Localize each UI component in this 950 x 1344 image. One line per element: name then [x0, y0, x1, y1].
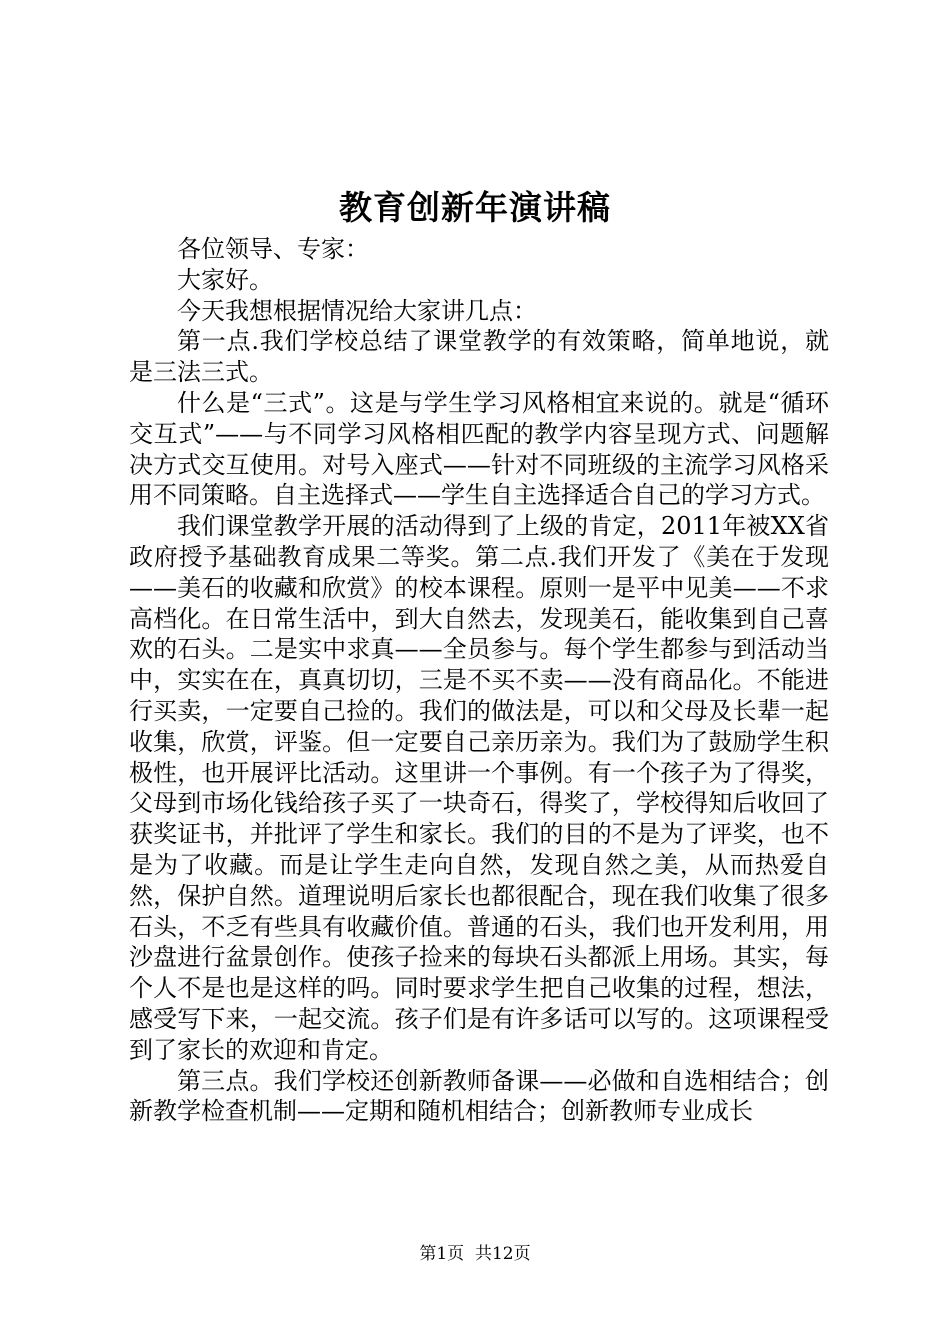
paragraph-greeting-leaders: 各位领导、专家： [177, 235, 369, 263]
document-body [129, 234, 829, 1127]
paragraph-point-one: 第一点.我们学校总结了课堂教学的有效策略，简单地说，就是三法三式。 [129, 327, 829, 387]
paragraph-greeting-all: 大家好。 [177, 265, 273, 294]
paragraph-intro: 今天我想根据情况给大家讲几点： [177, 296, 537, 325]
document-title: 教育创新年演讲稿 [339, 188, 611, 227]
paragraph-point-two: 我们课堂教学开展的活动得到了上级的肯定，2011年被XX省政府授予基础教育成果二等奖。第二点.我们开发了《美在于发现——美石的收藏和欣赏》的校本课程。原则一是平中见美——不求高档化。在日常生活中，到大自然去，发现美石，能收集到自己喜欢的石头。二是实中求真——全员参与。每个学生都参与到活动当中，实实在在，真真切切，三是不买不卖——没有商品化。不能进行买卖，一定要自己捡的。我们的做法是，可以和父母及长辈一起收集，欣赏，评鉴。但一定要自己亲历亲为。我们为了鼓励学生积极性，也开展评比活动。这里讲一个事例。有一个孩子为了得奖，父母到市场化钱给孩子买了一块奇石，得奖了，学校得知后收回了获奖证书，并批评了学生和家长。我们的目的不是为了评奖，也不是为了收藏。而是让学生走向自然，发现自然之美，从而热爱自然，保护自然。道理说明后家长也都很配合，现在我们收集了很多石头，不乏有些具有收藏价值。普通的石头，我们也开发利用，用沙盘进行盆景创作。使孩子捡来的每块石头都派上用场。其实，每个人不是也是这样的吗。同时要求学生把自己收集的过程，想法，感受写下来，一起交流。孩子们是有许多话可以写的。这项课程受到了家长的欢迎和肯定。 [129, 512, 829, 1064]
page-footer [0, 1242, 950, 1266]
paragraph-three-styles: 什么是“三式”。这是与学生学习风格相宜来说的。就是“循环交互式”——与不同学习风格相匹配的教学内容呈现方式、问题解决方式交互使用。对号入座式——针对不同班级的主流学习风格采用不同策略。自主选择式——学生自主选择适合自己的学习方式。 [129, 388, 829, 510]
page-number-label: 第1页 共12页 [419, 1244, 531, 1264]
paragraph-point-three: 第三点。我们学校还创新教师备课——必做和自选相结合；创新教学检查机制——定期和随机相结合；创新教师专业成长 [129, 1066, 829, 1126]
